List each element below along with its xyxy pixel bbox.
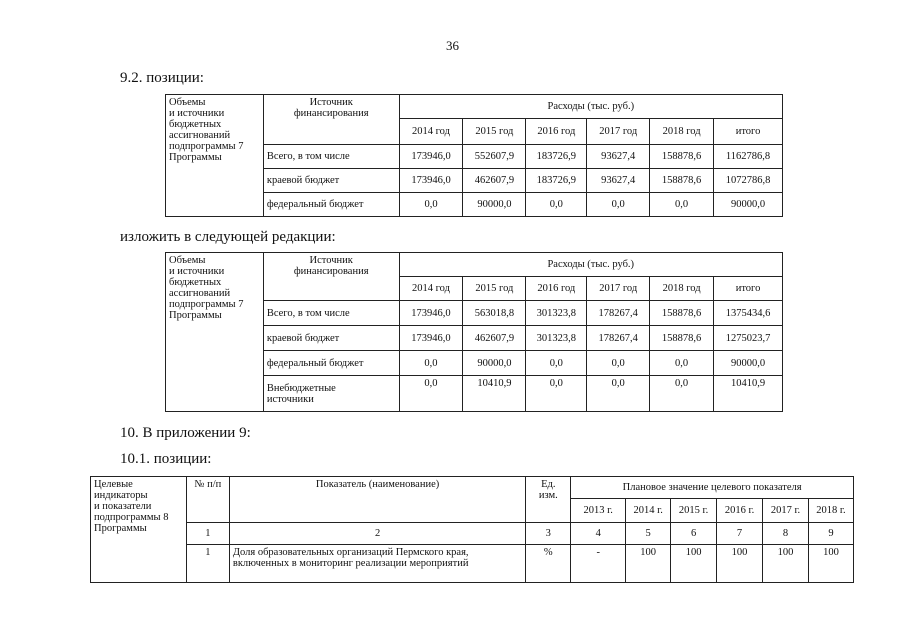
value-cell: 1275023,7 (714, 326, 783, 351)
column-number: 5 (626, 523, 671, 545)
replace-heading: изложить в следующей редакции: (120, 229, 336, 245)
year-header: 2018 год (650, 277, 714, 301)
value-cell: 173946,0 (399, 326, 463, 351)
column-number: 3 (526, 523, 571, 545)
total-header: итого (714, 277, 783, 301)
value-cell: 100 (671, 545, 717, 583)
value-cell: 0,0 (650, 351, 714, 376)
value-cell: 178267,4 (587, 326, 650, 351)
value-cell: - (571, 545, 626, 583)
value-cell: 462607,9 (463, 169, 526, 193)
column-number: 7 (717, 523, 763, 545)
value-cell: 100 (717, 545, 763, 583)
source-header: Источник финансирования (263, 253, 399, 301)
indicator-header: Показатель (наименование) (229, 477, 525, 523)
plan-header: Плановое значение целевого показателя (571, 477, 854, 499)
value-cell: 93627,4 (587, 169, 650, 193)
year-header: 2017 год (587, 119, 650, 145)
table-row (91, 545, 854, 583)
year-header: 2018 г. (808, 499, 853, 523)
row-name: краевой бюджет (263, 326, 399, 351)
year-header: 2018 год (650, 119, 714, 145)
num-header: № п/п (186, 477, 229, 523)
value-cell: 100 (763, 545, 809, 583)
expenses-header: Расходы (тыс. руб.) (399, 95, 782, 119)
value-cell: 552607,9 (463, 145, 526, 169)
column-number: 4 (571, 523, 626, 545)
value-cell: 0,0 (587, 351, 650, 376)
year-header: 2014 год (399, 119, 463, 145)
value-cell: 93627,4 (587, 145, 650, 169)
table-subprogram-7-old (165, 94, 783, 217)
value-cell: 0,0 (526, 351, 587, 376)
value-cell: 183726,9 (526, 169, 587, 193)
row-name: федеральный бюджет (263, 351, 399, 376)
section-10-heading: 10. В приложении 9: (120, 425, 251, 441)
value-cell: 0,0 (399, 376, 463, 412)
value-cell: 173946,0 (399, 301, 463, 326)
value-cell: 0,0 (650, 193, 714, 217)
value-cell: 90000,0 (714, 351, 783, 376)
section-10-1-heading: 10.1. позиции: (120, 451, 212, 467)
table-subprogram-8-indicators (90, 476, 854, 583)
value-cell: 90000,0 (463, 351, 526, 376)
value-cell: 100 (808, 545, 853, 583)
column-number: 2 (229, 523, 525, 545)
year-header: 2014 г. (626, 499, 671, 523)
value-cell: 10410,9 (714, 376, 783, 412)
row-name: федеральный бюджет (263, 193, 399, 217)
value-cell: 90000,0 (714, 193, 783, 217)
value-cell: 0,0 (399, 351, 463, 376)
budget-label-cell: Объемы и источники бюджетных ассигнований подпрограммы 7 Программы (166, 95, 264, 217)
value-cell: 158878,6 (650, 145, 714, 169)
indicator-name: Доля образовательных организаций Пермского края, включенных в мониторинг реализации мероприятий (229, 545, 525, 583)
row-name: краевой бюджет (263, 169, 399, 193)
value-cell: 158878,6 (650, 326, 714, 351)
value-cell: 158878,6 (650, 169, 714, 193)
expenses-header: Расходы (тыс. руб.) (399, 253, 782, 277)
value-cell: 158878,6 (650, 301, 714, 326)
value-cell: 173946,0 (399, 145, 463, 169)
budget-label-cell: Объемы и источники бюджетных ассигнований подпрограммы 7 Программы (166, 253, 264, 412)
value-cell: 0,0 (587, 376, 650, 412)
value-cell: 183726,9 (526, 145, 587, 169)
value-cell: 178267,4 (587, 301, 650, 326)
year-header: 2016 год (526, 277, 587, 301)
column-number: 6 (671, 523, 717, 545)
year-header: 2016 г. (717, 499, 763, 523)
value-cell: 462607,9 (463, 326, 526, 351)
section-9-2-heading: 9.2. позиции: (120, 70, 204, 86)
value-cell: 1162786,8 (714, 145, 783, 169)
column-number: 9 (808, 523, 853, 545)
column-number: 8 (763, 523, 809, 545)
year-header: 2013 г. (571, 499, 626, 523)
year-header: 2014 год (399, 277, 463, 301)
value-cell: 563018,8 (463, 301, 526, 326)
value-cell: 10410,9 (463, 376, 526, 412)
source-header: Источник финансирования (263, 95, 399, 145)
year-header: 2016 год (526, 119, 587, 145)
value-cell: 90000,0 (463, 193, 526, 217)
year-header: 2015 год (463, 277, 526, 301)
value-cell: 0,0 (399, 193, 463, 217)
unit-cell: % (526, 545, 571, 583)
column-number-row (91, 523, 854, 545)
row-number: 1 (186, 545, 229, 583)
year-header: 2015 г. (671, 499, 717, 523)
year-header: 2017 г. (763, 499, 809, 523)
value-cell: 1072786,8 (714, 169, 783, 193)
value-cell: 0,0 (526, 193, 587, 217)
row-name: Всего, в том числе (263, 145, 399, 169)
value-cell: 301323,8 (526, 301, 587, 326)
value-cell: 173946,0 (399, 169, 463, 193)
value-cell: 301323,8 (526, 326, 587, 351)
value-cell: 0,0 (650, 376, 714, 412)
value-cell: 0,0 (526, 376, 587, 412)
year-header: 2015 год (463, 119, 526, 145)
row-name: Внебюджетные источники (263, 376, 399, 412)
table-subprogram-7-new (165, 252, 783, 412)
value-cell: 100 (626, 545, 671, 583)
unit-header: Ед. изм. (526, 477, 571, 523)
year-header: 2017 год (587, 277, 650, 301)
total-header: итого (714, 119, 783, 145)
column-number: 1 (186, 523, 229, 545)
page-number: 36 (446, 38, 459, 53)
value-cell: 0,0 (587, 193, 650, 217)
value-cell: 1375434,6 (714, 301, 783, 326)
indicators-label-cell: Целевые индикаторы и показатели подпрограммы 8 Программы (91, 477, 187, 583)
row-name: Всего, в том числе (263, 301, 399, 326)
